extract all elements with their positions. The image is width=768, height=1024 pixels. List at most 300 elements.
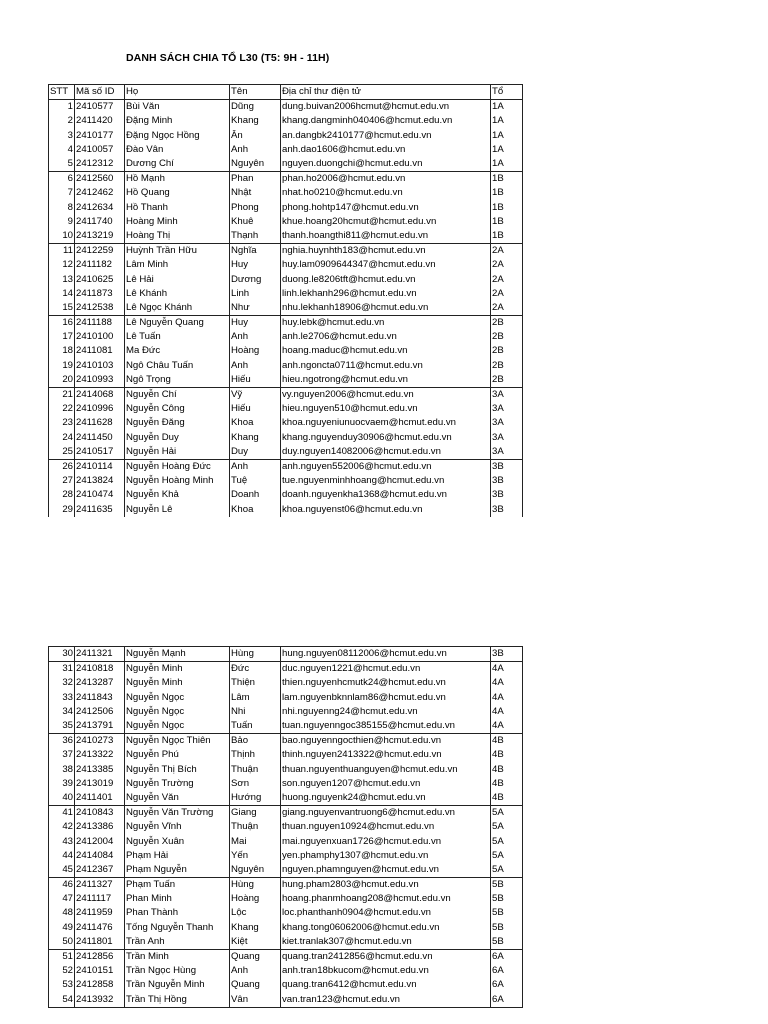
table-row	[49, 705, 523, 719]
group-cell: 1A	[491, 100, 523, 115]
first-name-cell: Đức	[230, 662, 281, 677]
student-id-cell: 2411420	[75, 114, 125, 128]
stt-cell: 53	[49, 978, 75, 992]
table-row	[49, 229, 523, 244]
group-cell: 2A	[491, 287, 523, 301]
group-cell: 1A	[491, 143, 523, 157]
first-name-cell: Vân	[230, 993, 281, 1008]
student-id-cell: 2410993	[75, 373, 125, 388]
group-cell: 2A	[491, 272, 523, 286]
group-cell: 5A	[491, 863, 523, 878]
first-name-cell: Hiếu	[230, 402, 281, 416]
last-name-cell: Hồ Thanh	[125, 201, 230, 215]
table-row	[49, 114, 523, 128]
group-cell: 2B	[491, 330, 523, 344]
student-id-cell: 2411188	[75, 316, 125, 331]
email-cell: khoa.nguyenst06@hcmut.edu.vn	[281, 502, 491, 516]
group-cell: 5B	[491, 878, 523, 893]
email-cell: huy.lam0909644347@hcmut.edu.vn	[281, 258, 491, 272]
first-name-cell: Anh	[230, 459, 281, 474]
email-cell: thinh.nguyen2413322@hcmut.edu.vn	[281, 748, 491, 762]
table-row	[49, 316, 523, 331]
last-name-cell: Phan Thành	[125, 906, 230, 920]
student-id-cell: 2411843	[75, 691, 125, 705]
group-cell: 2A	[491, 301, 523, 316]
stt-cell: 13	[49, 272, 75, 286]
stt-cell: 29	[49, 502, 75, 516]
stt-cell: 50	[49, 935, 75, 950]
group-cell: 4B	[491, 791, 523, 806]
last-name-cell: Lê Tuấn	[125, 330, 230, 344]
last-name-cell: Nguyễn Ngọc	[125, 719, 230, 734]
table-row	[49, 431, 523, 445]
student-id-cell: 2410103	[75, 359, 125, 373]
stt-cell: 31	[49, 662, 75, 677]
table-header-row	[49, 85, 523, 100]
table-row	[49, 719, 523, 734]
group-cell: 2A	[491, 258, 523, 272]
group-cell: 2B	[491, 316, 523, 331]
last-name-cell: Phan Minh	[125, 892, 230, 906]
group-cell: 4B	[491, 748, 523, 762]
table-row	[49, 344, 523, 358]
stt-cell: 27	[49, 474, 75, 488]
table-row	[49, 748, 523, 762]
stt-cell: 4	[49, 143, 75, 157]
document-title: DANH SÁCH CHIA TỔ L30 (T5: 9H - 11H)	[126, 52, 330, 64]
last-name-cell: Nguyễn Đăng	[125, 416, 230, 430]
stt-cell: 51	[49, 949, 75, 964]
first-name-cell: Huy	[230, 316, 281, 331]
first-name-cell: Khang	[230, 114, 281, 128]
last-name-cell: Lâm Minh	[125, 258, 230, 272]
first-name-cell: Thuận	[230, 763, 281, 777]
student-id-cell: 2413791	[75, 719, 125, 734]
group-cell: 3B	[491, 459, 523, 474]
student-id-cell: 2412634	[75, 201, 125, 215]
email-cell: vy.nguyen2006@hcmut.edu.vn	[281, 387, 491, 402]
group-cell: 5A	[491, 806, 523, 821]
first-name-cell: Hùng	[230, 878, 281, 893]
table-row	[49, 129, 523, 143]
student-id-cell: 2411635	[75, 502, 125, 516]
table-row	[49, 906, 523, 920]
student-id-cell: 2413219	[75, 229, 125, 244]
email-cell: giang.nguyenvantruong6@hcmut.edu.vn	[281, 806, 491, 821]
first-name-cell: Huy	[230, 258, 281, 272]
group-cell: 4A	[491, 662, 523, 677]
last-name-cell: Trần Nguyễn Minh	[125, 978, 230, 992]
student-id-cell: 2412259	[75, 244, 125, 259]
last-name-cell: Nguyễn Khả	[125, 488, 230, 502]
table-row	[49, 157, 523, 172]
email-cell: huong.nguyenk24@hcmut.edu.vn	[281, 791, 491, 806]
first-name-cell: Phan	[230, 172, 281, 187]
email-cell: duy.nguyen14082006@hcmut.edu.vn	[281, 445, 491, 460]
email-cell: nhu.lekhanh18906@hcmut.edu.vn	[281, 301, 491, 316]
stt-cell: 10	[49, 229, 75, 244]
group-cell: 3B	[491, 647, 523, 662]
group-cell: 3A	[491, 445, 523, 460]
stt-cell: 19	[49, 359, 75, 373]
email-cell: nguyen.duongchi@hcmut.edu.vn	[281, 157, 491, 172]
table-row	[49, 834, 523, 848]
student-id-cell: 2413385	[75, 763, 125, 777]
first-name-cell: Nghĩa	[230, 244, 281, 259]
last-name-cell: Huỳnh Trần Hữu	[125, 244, 230, 259]
last-name-cell: Nguyễn Trường	[125, 777, 230, 791]
last-name-cell: Nguyễn Mạnh	[125, 647, 230, 662]
student-id-cell: 2412560	[75, 172, 125, 187]
first-name-cell: Dương	[230, 272, 281, 286]
table-row	[49, 373, 523, 388]
email-cell: thuan.nguyen10924@hcmut.edu.vn	[281, 820, 491, 834]
first-name-cell: Dũng	[230, 100, 281, 115]
stt-cell: 1	[49, 100, 75, 115]
table-row	[49, 978, 523, 992]
group-cell: 4A	[491, 691, 523, 705]
stt-cell: 5	[49, 157, 75, 172]
email-cell: phong.hohtp147@hcmut.edu.vn	[281, 201, 491, 215]
group-cell: 1B	[491, 201, 523, 215]
stt-cell: 6	[49, 172, 75, 187]
student-id-cell: 2410114	[75, 459, 125, 474]
stt-cell: 34	[49, 705, 75, 719]
group-cell: 5A	[491, 849, 523, 863]
group-cell: 4A	[491, 676, 523, 690]
last-name-cell: Đặng Minh	[125, 114, 230, 128]
stt-cell: 21	[49, 387, 75, 402]
email-cell: khang.tong06062006@hcmut.edu.vn	[281, 921, 491, 935]
table-row	[49, 459, 523, 474]
first-name-cell: Thiện	[230, 676, 281, 690]
stt-cell: 3	[49, 129, 75, 143]
student-id-cell: 2410273	[75, 734, 125, 749]
stt-cell: 42	[49, 820, 75, 834]
email-cell: thuan.nguyenthuanguyen@hcmut.edu.vn	[281, 763, 491, 777]
group-cell: 3B	[491, 488, 523, 502]
stt-cell: 14	[49, 287, 75, 301]
stt-cell: 30	[49, 647, 75, 662]
stt-cell: 39	[49, 777, 75, 791]
column-header-group: Tổ	[491, 85, 523, 100]
student-id-cell: 2410177	[75, 129, 125, 143]
last-name-cell: Nguyễn Hoàng Đức	[125, 459, 230, 474]
stt-cell: 7	[49, 186, 75, 200]
last-name-cell: Nguyễn Ngọc	[125, 691, 230, 705]
group-cell: 5A	[491, 834, 523, 848]
student-id-cell: 2411959	[75, 906, 125, 920]
stt-cell: 15	[49, 301, 75, 316]
student-id-cell: 2411182	[75, 258, 125, 272]
student-id-cell: 2412506	[75, 705, 125, 719]
stt-cell: 38	[49, 763, 75, 777]
group-cell: 1A	[491, 129, 523, 143]
first-name-cell: Quang	[230, 949, 281, 964]
first-name-cell: Thạnh	[230, 229, 281, 244]
student-id-cell: 2413287	[75, 676, 125, 690]
student-table-page-2	[48, 646, 523, 1008]
student-id-cell: 2411401	[75, 791, 125, 806]
student-id-cell: 2413824	[75, 474, 125, 488]
student-id-cell: 2414068	[75, 387, 125, 402]
email-cell: mai.nguyenxuan1726@hcmut.edu.vn	[281, 834, 491, 848]
last-name-cell: Nguyễn Văn	[125, 791, 230, 806]
column-header-last-name: Họ	[125, 85, 230, 100]
first-name-cell: Linh	[230, 287, 281, 301]
first-name-cell: Nhi	[230, 705, 281, 719]
first-name-cell: Khang	[230, 431, 281, 445]
last-name-cell: Nguyễn Minh	[125, 676, 230, 690]
student-id-cell: 2413932	[75, 993, 125, 1008]
stt-cell: 35	[49, 719, 75, 734]
last-name-cell: Trần Thị Hồng	[125, 993, 230, 1008]
first-name-cell: Duy	[230, 445, 281, 460]
last-name-cell: Dương Chí	[125, 157, 230, 172]
last-name-cell: Nguyễn Duy	[125, 431, 230, 445]
table-row	[49, 863, 523, 878]
student-id-cell: 2410843	[75, 806, 125, 821]
student-id-cell: 2411450	[75, 431, 125, 445]
last-name-cell: Lê Nguyễn Quang	[125, 316, 230, 331]
email-cell: hung.pham2803@hcmut.edu.vn	[281, 878, 491, 893]
stt-cell: 33	[49, 691, 75, 705]
email-cell: hung.nguyen08112006@hcmut.edu.vn	[281, 647, 491, 662]
email-cell: nguyen.phamnguyen@hcmut.edu.vn	[281, 863, 491, 878]
stt-cell: 26	[49, 459, 75, 474]
last-name-cell: Phạm Hải	[125, 849, 230, 863]
group-cell: 5B	[491, 906, 523, 920]
email-cell: khue.hoang20hcmut@hcmut.edu.vn	[281, 215, 491, 229]
group-cell: 6A	[491, 993, 523, 1008]
student-table-page-1	[48, 84, 523, 517]
email-cell: dung.buivan2006hcmut@hcmut.edu.vn	[281, 100, 491, 115]
first-name-cell: Tuấn	[230, 719, 281, 734]
stt-cell: 24	[49, 431, 75, 445]
email-cell: loc.phanthanh0904@hcmut.edu.vn	[281, 906, 491, 920]
table-row	[49, 949, 523, 964]
table-row	[49, 215, 523, 229]
group-cell: 4A	[491, 705, 523, 719]
email-cell: thien.nguyenhcmutk24@hcmut.edu.vn	[281, 676, 491, 690]
email-cell: quang.tran2412856@hcmut.edu.vn	[281, 949, 491, 964]
last-name-cell: Đặng Ngọc Hồng	[125, 129, 230, 143]
student-id-cell: 2411081	[75, 344, 125, 358]
last-name-cell: Ma Đức	[125, 344, 230, 358]
student-id-cell: 2411321	[75, 647, 125, 662]
first-name-cell: Nhật	[230, 186, 281, 200]
table-row	[49, 791, 523, 806]
table-row	[49, 258, 523, 272]
last-name-cell: Ngô Trọng	[125, 373, 230, 388]
column-header-email: Địa chỉ thư điện tử	[281, 85, 491, 100]
email-cell: anh.le2706@hcmut.edu.vn	[281, 330, 491, 344]
first-name-cell: Doanh	[230, 488, 281, 502]
email-cell: tue.nguyenminhhoang@hcmut.edu.vn	[281, 474, 491, 488]
first-name-cell: Anh	[230, 330, 281, 344]
last-name-cell: Lê Ngọc Khánh	[125, 301, 230, 316]
last-name-cell: Lê Khánh	[125, 287, 230, 301]
last-name-cell: Lê Hải	[125, 272, 230, 286]
table-row	[49, 100, 523, 115]
email-cell: lam.nguyenbknnlam86@hcmut.edu.vn	[281, 691, 491, 705]
first-name-cell: Khuê	[230, 215, 281, 229]
last-name-cell: Phạm Nguyễn	[125, 863, 230, 878]
stt-cell: 54	[49, 993, 75, 1008]
table-row	[49, 244, 523, 259]
group-cell: 5B	[491, 921, 523, 935]
email-cell: khang.nguyenduy30906@hcmut.edu.vn	[281, 431, 491, 445]
last-name-cell: Nguyễn Văn Trường	[125, 806, 230, 821]
student-id-cell: 2413019	[75, 777, 125, 791]
group-cell: 3A	[491, 416, 523, 430]
stt-cell: 40	[49, 791, 75, 806]
last-name-cell: Nguyễn Ngọc Thiên	[125, 734, 230, 749]
stt-cell: 52	[49, 964, 75, 978]
first-name-cell: Lộc	[230, 906, 281, 920]
first-name-cell: Hoàng	[230, 892, 281, 906]
stt-cell: 17	[49, 330, 75, 344]
student-id-cell: 2410818	[75, 662, 125, 677]
table-row	[49, 878, 523, 893]
column-header-id: Mã số ID	[75, 85, 125, 100]
student-id-cell: 2412367	[75, 863, 125, 878]
table-row	[49, 445, 523, 460]
email-cell: linh.lekhanh296@hcmut.edu.vn	[281, 287, 491, 301]
table-row	[49, 416, 523, 430]
stt-cell: 36	[49, 734, 75, 749]
table-row	[49, 964, 523, 978]
table-row	[49, 935, 523, 950]
email-cell: son.nguyen1207@hcmut.edu.vn	[281, 777, 491, 791]
table-row	[49, 359, 523, 373]
first-name-cell: Hoàng	[230, 344, 281, 358]
group-cell: 4B	[491, 734, 523, 749]
stt-cell: 16	[49, 316, 75, 331]
last-name-cell: Nguyễn Hoàng Minh	[125, 474, 230, 488]
stt-cell: 9	[49, 215, 75, 229]
email-cell: kiet.tranlak307@hcmut.edu.vn	[281, 935, 491, 950]
student-id-cell: 2411476	[75, 921, 125, 935]
group-cell: 1B	[491, 229, 523, 244]
student-id-cell: 2410577	[75, 100, 125, 115]
first-name-cell: Anh	[230, 143, 281, 157]
table-row	[49, 849, 523, 863]
group-cell: 1B	[491, 186, 523, 200]
first-name-cell: Kiệt	[230, 935, 281, 950]
table-row	[49, 763, 523, 777]
student-id-cell: 2411801	[75, 935, 125, 950]
stt-cell: 23	[49, 416, 75, 430]
table-row	[49, 186, 523, 200]
stt-cell: 43	[49, 834, 75, 848]
table-row	[49, 734, 523, 749]
column-header-stt: STT	[49, 85, 75, 100]
last-name-cell: Trần Ngọc Hùng	[125, 964, 230, 978]
last-name-cell: Trần Minh	[125, 949, 230, 964]
student-id-cell: 2411628	[75, 416, 125, 430]
stt-cell: 32	[49, 676, 75, 690]
table-row	[49, 993, 523, 1008]
group-cell: 2B	[491, 373, 523, 388]
stt-cell: 45	[49, 863, 75, 878]
stt-cell: 18	[49, 344, 75, 358]
email-cell: hoang.phanmhoang208@hcmut.edu.vn	[281, 892, 491, 906]
last-name-cell: Nguyễn Phú	[125, 748, 230, 762]
group-cell: 3A	[491, 387, 523, 402]
student-id-cell: 2414084	[75, 849, 125, 863]
first-name-cell: Lâm	[230, 691, 281, 705]
first-name-cell: Quang	[230, 978, 281, 992]
email-cell: bao.nguyenngocthien@hcmut.edu.vn	[281, 734, 491, 749]
last-name-cell: Hồ Quang	[125, 186, 230, 200]
stt-cell: 11	[49, 244, 75, 259]
table-row	[49, 676, 523, 690]
table-row	[49, 272, 523, 286]
group-cell: 2A	[491, 244, 523, 259]
group-cell: 6A	[491, 964, 523, 978]
email-cell: phan.ho2006@hcmut.edu.vn	[281, 172, 491, 187]
email-cell: huy.lebk@hcmut.edu.vn	[281, 316, 491, 331]
email-cell: hieu.nguyen510@hcmut.edu.vn	[281, 402, 491, 416]
last-name-cell: Nguyễn Ngọc	[125, 705, 230, 719]
stt-cell: 49	[49, 921, 75, 935]
student-id-cell: 2411327	[75, 878, 125, 893]
last-name-cell: Trần Anh	[125, 935, 230, 950]
group-cell: 1A	[491, 157, 523, 172]
first-name-cell: Ân	[230, 129, 281, 143]
stt-cell: 41	[49, 806, 75, 821]
first-name-cell: Sơn	[230, 777, 281, 791]
last-name-cell: Nguyễn Chí	[125, 387, 230, 402]
table-row	[49, 662, 523, 677]
group-cell: 6A	[491, 978, 523, 992]
stt-cell: 47	[49, 892, 75, 906]
first-name-cell: Anh	[230, 964, 281, 978]
table-row	[49, 474, 523, 488]
email-cell: van.tran123@hcmut.edu.vn	[281, 993, 491, 1008]
student-id-cell: 2412462	[75, 186, 125, 200]
group-cell: 1B	[491, 172, 523, 187]
table-row	[49, 921, 523, 935]
group-cell: 1A	[491, 114, 523, 128]
first-name-cell: Thuận	[230, 820, 281, 834]
table-row	[49, 143, 523, 157]
table-row	[49, 691, 523, 705]
student-id-cell: 2410474	[75, 488, 125, 502]
last-name-cell: Nguyễn Công	[125, 402, 230, 416]
last-name-cell: Nguyễn Minh	[125, 662, 230, 677]
first-name-cell: Bảo	[230, 734, 281, 749]
student-id-cell: 2410996	[75, 402, 125, 416]
stt-cell: 37	[49, 748, 75, 762]
stt-cell: 2	[49, 114, 75, 128]
email-cell: hieu.ngotrong@hcmut.edu.vn	[281, 373, 491, 388]
table-row	[49, 172, 523, 187]
email-cell: khang.dangminh040406@hcmut.edu.vn	[281, 114, 491, 128]
last-name-cell: Hoàng Minh	[125, 215, 230, 229]
email-cell: an.dangbk2410177@hcmut.edu.vn	[281, 129, 491, 143]
email-cell: nhi.nguyenng24@hcmut.edu.vn	[281, 705, 491, 719]
stt-cell: 22	[49, 402, 75, 416]
first-name-cell: Mai	[230, 834, 281, 848]
stt-cell: 20	[49, 373, 75, 388]
stt-cell: 28	[49, 488, 75, 502]
column-header-first-name: Tên	[230, 85, 281, 100]
email-cell: doanh.nguyenkha1368@hcmut.edu.vn	[281, 488, 491, 502]
table-row	[49, 287, 523, 301]
last-name-cell: Nguyễn Thị Bích	[125, 763, 230, 777]
